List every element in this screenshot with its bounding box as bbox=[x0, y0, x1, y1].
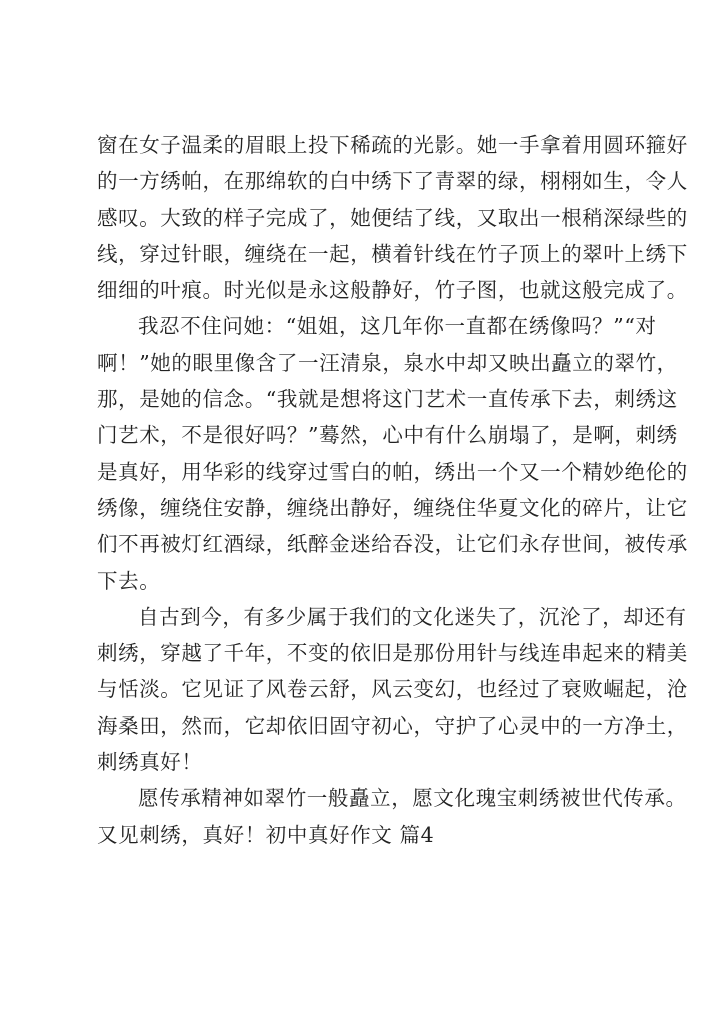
text-line: 刺绣，穿越了千年，不变的依旧是那份用针与线连串起来的精美 bbox=[97, 641, 688, 666]
paragraph-2 bbox=[97, 308, 688, 598]
text-line: 啊！”她的眼里像含了一汪清泉，泉水中却又映出矗立的翠竹， bbox=[97, 350, 678, 375]
text-line: 们不再被灯红酒绿，纸醉金迷给吞没，让它们永存世间，被传承 bbox=[97, 532, 688, 557]
section-heading bbox=[97, 817, 642, 853]
text-line: 愿传承精神如翠竹一般矗立，愿文化瑰宝刺绣被世代传承。 bbox=[138, 786, 687, 811]
text-line: 下去。 bbox=[97, 568, 161, 593]
text-line: 与恬淡。它见证了风卷云舒，风云变幻，也经过了衰败崛起，沧 bbox=[97, 677, 688, 702]
text-line: 门艺术，不是很好吗？”蓦然，心中有什么崩塌了，是啊，刺绣 bbox=[97, 423, 678, 448]
text-line: 细细的叶痕。时光似是永这般静好，竹子图，也就这般完成了。 bbox=[97, 278, 688, 303]
text-line: 窗在女子温柔的眉眼上投下稀疏的光影。她一手拿着用圆环箍好 bbox=[97, 133, 688, 157]
heading-line: 又见刺绣，真好！初中真好作文 篇4 bbox=[97, 822, 435, 847]
text-line: 的一方绣帕，在那绵软的白中绣下了青翠的绿，栩栩如生，令人 bbox=[97, 169, 688, 194]
paragraph-1 bbox=[97, 127, 688, 308]
text-line: 海桑田，然而，它却依旧固守初心，守护了心灵中的一方净土， bbox=[97, 713, 688, 738]
text-line: 是真好，用华彩的线穿过雪白的帕，绣出一个又一个精妙绝伦的 bbox=[97, 459, 688, 484]
text-line: 那，是她的信念。“我就是想将这门艺术一直传承下去，刺绣这 bbox=[97, 387, 678, 412]
text-line: 感叹。大致的样子完成了，她便结了线，又取出一根稍深绿些的 bbox=[97, 205, 688, 230]
paragraph-3 bbox=[97, 599, 688, 780]
text-line: 线，穿过针眼，缠绕在一起，横着针线在竹子顶上的翠叶上绣下 bbox=[97, 241, 688, 266]
article-body bbox=[97, 127, 688, 853]
text-line: 自古到今，有多少属于我们的文化迷失了，沉沦了，却还有 bbox=[138, 604, 687, 629]
text-line: 绣像，缠绕住安静，缠绕出静好，缠绕住华夏文化的碎片，让它 bbox=[97, 495, 688, 520]
text-line: 刺绣真好！ bbox=[97, 750, 203, 775]
text-line: 我忍不住问她：“姐姐，这几年你一直都在绣像吗？”“对 bbox=[138, 314, 657, 339]
paragraph-4 bbox=[97, 780, 687, 816]
